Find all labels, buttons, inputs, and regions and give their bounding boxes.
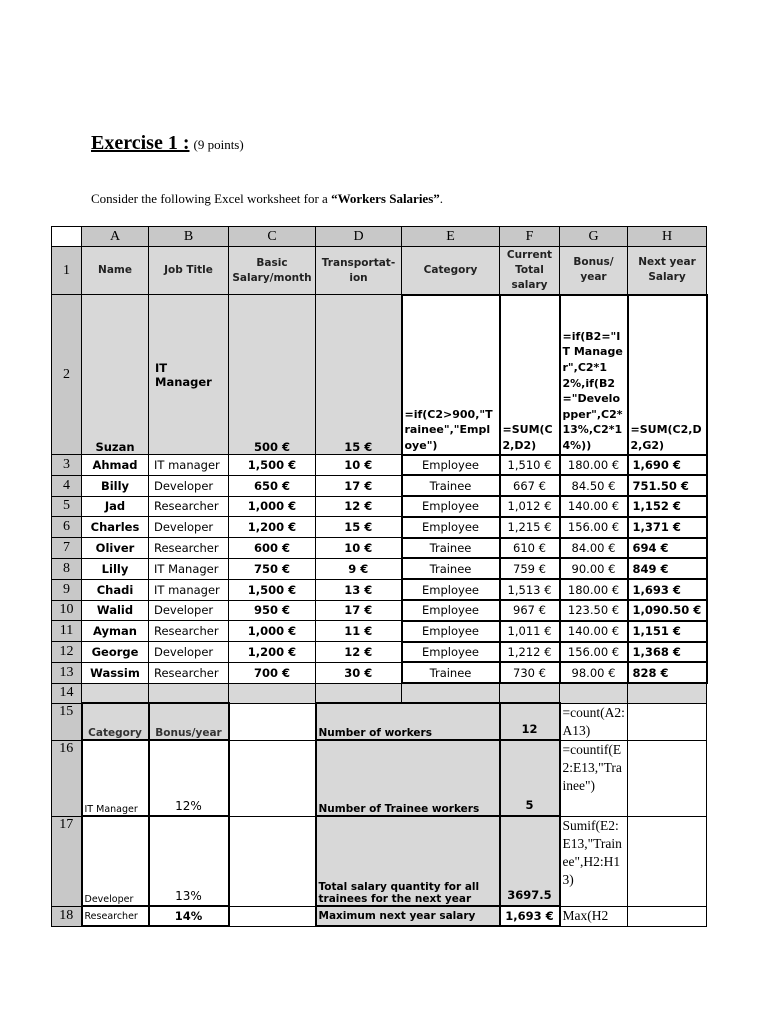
cell-bonus: 140.00 € (560, 496, 628, 517)
empty-cell (628, 816, 707, 906)
cell-category: Trainee (402, 475, 500, 496)
cell-name: Billy (82, 475, 149, 496)
cell-category-it-manager: IT Manager (82, 740, 149, 816)
cell-name: Ayman (82, 621, 149, 642)
cell-transportation: 12 € (316, 642, 402, 663)
col-header: H (628, 227, 707, 247)
cell-category-header: Category (82, 703, 149, 740)
row-number: 1 (52, 247, 82, 295)
header-name: Name (82, 247, 149, 295)
formula-row (52, 295, 707, 455)
label-total-trainee-salary: Total salary quantity for all trainees for the next year (316, 816, 500, 906)
cell-category: Employee (402, 621, 500, 642)
empty-cell (229, 683, 316, 703)
column-header-row (52, 227, 707, 247)
corner-cell (52, 227, 82, 247)
col-header: G (560, 227, 628, 247)
cell-job-title: Researcher (149, 496, 229, 517)
cell-job-title: IT manager (149, 579, 229, 600)
summary-row-18 (52, 906, 707, 926)
table-row (52, 517, 707, 538)
empty-cell (229, 740, 316, 816)
cell-category: Employee (402, 517, 500, 538)
cell-category-researcher: Researcher (82, 906, 149, 926)
cell-next-year-salary: 1,152 € (628, 496, 707, 517)
value-max-salary: 1,693 € (500, 906, 560, 926)
header-current-salary: Current Total salary (500, 247, 560, 295)
cell-basic-salary: 1,000 € (229, 621, 316, 642)
cell-bonus: 123.50 € (560, 600, 628, 621)
header-next-year-salary: Next year Salary (628, 247, 707, 295)
empty-cell (82, 683, 149, 703)
header-transportation: Transportat- ion (316, 247, 402, 295)
col-header: A (82, 227, 149, 247)
empty-cell (628, 703, 707, 740)
row-number: 3 (52, 455, 82, 476)
cell-rate-developer: 13% (149, 816, 229, 906)
cell-name: Oliver (82, 538, 149, 559)
value-number-of-workers: 12 (500, 703, 560, 740)
cell-current-salary: 759 € (500, 558, 560, 579)
cell-name: Jad (82, 496, 149, 517)
cell-current-salary: 1,012 € (500, 496, 560, 517)
cell-job-title: Developer (149, 475, 229, 496)
cell-category: Employee (402, 496, 500, 517)
row-number: 13 (52, 662, 82, 683)
cell-current-salary: 1,513 € (500, 579, 560, 600)
cell-category: Employee (402, 600, 500, 621)
cell-bonus: 84.50 € (560, 475, 628, 496)
label-number-of-workers: Number of workers (316, 703, 500, 740)
cell-category-developer: Developer (82, 816, 149, 906)
row-number: 2 (52, 295, 82, 455)
cell-name: Ahmad (82, 455, 149, 476)
cell-basic-salary: 950 € (229, 600, 316, 621)
row-number: 9 (52, 579, 82, 600)
cell-category: Employee (402, 455, 500, 476)
label-number-of-trainees: Number of Trainee workers (316, 740, 500, 816)
cell-job-title: Developer (149, 642, 229, 663)
header-category: Category (402, 247, 500, 295)
cell-transportation: 13 € (316, 579, 402, 600)
cell-next-year-salary: 1,151 € (628, 621, 707, 642)
cell-next-year-salary: 828 € (628, 662, 707, 683)
cell-category: Employee (402, 642, 500, 663)
empty-cell (628, 740, 707, 816)
exercise-title (91, 132, 244, 155)
cell-category: Trainee (402, 558, 500, 579)
cell-transportation: 15 € (316, 295, 402, 455)
formula-count: =count(A2:A13) (560, 703, 628, 740)
row-number: 12 (52, 642, 82, 663)
empty-cell (628, 683, 707, 703)
exercise-heading: Exercise 1 : (91, 132, 190, 154)
empty-cell (316, 683, 402, 703)
cell-basic-salary: 1,000 € (229, 496, 316, 517)
cell-bonus: 140.00 € (560, 621, 628, 642)
cell-job-title: Researcher (149, 621, 229, 642)
cell-basic-salary: 500 € (229, 295, 316, 455)
cell-current-formula: =SUM(C2,D2) (500, 295, 560, 455)
cell-job-title: IT Manager (149, 558, 229, 579)
cell-transportation: 10 € (316, 455, 402, 476)
cell-category: Trainee (402, 538, 500, 559)
cell-basic-salary: 600 € (229, 538, 316, 559)
row-number: 10 (52, 600, 82, 621)
cell-basic-salary: 750 € (229, 558, 316, 579)
cell-basic-salary: 650 € (229, 475, 316, 496)
header-job-title: Job Title (149, 247, 229, 295)
header-basic-salary: Basic Salary/month (229, 247, 316, 295)
row-number: 15 (52, 703, 82, 740)
table-row (52, 662, 707, 683)
col-header: B (149, 227, 229, 247)
cell-transportation: 12 € (316, 496, 402, 517)
cell-bonus-header: Bonus/year (149, 703, 229, 740)
summary-row-15 (52, 703, 707, 740)
exercise-points: (9 points) (193, 137, 244, 152)
cell-transportation: 17 € (316, 600, 402, 621)
cell-name: Lilly (82, 558, 149, 579)
summary-row-16 (52, 740, 707, 816)
row-number: 8 (52, 558, 82, 579)
empty-cell (229, 703, 316, 740)
cell-transportation: 30 € (316, 662, 402, 683)
cell-basic-salary: 1,200 € (229, 517, 316, 538)
col-header: C (229, 227, 316, 247)
cell-basic-salary: 1,500 € (229, 579, 316, 600)
cell-next-year-salary: 694 € (628, 538, 707, 559)
row-number: 5 (52, 496, 82, 517)
cell-category-formula: =if(C2>900,"Trainee","Employe") (402, 295, 500, 455)
cell-next-year-salary: 1,693 € (628, 579, 707, 600)
cell-next-year-salary: 751.50 € (628, 475, 707, 496)
empty-cell (402, 683, 500, 703)
cell-job-title: IT Manager (149, 295, 229, 455)
cell-current-salary: 1,215 € (500, 517, 560, 538)
cell-name: Charles (82, 517, 149, 538)
cell-name: Walid (82, 600, 149, 621)
cell-next-year-salary: 1,371 € (628, 517, 707, 538)
col-header: E (402, 227, 500, 247)
cell-current-salary: 667 € (500, 475, 560, 496)
cell-rate-researcher: 14% (149, 906, 229, 926)
cell-rate-it-manager: 12% (149, 740, 229, 816)
cell-basic-salary: 1,200 € (229, 642, 316, 663)
intro-text: Consider the following Excel worksheet for a (91, 191, 332, 206)
cell-job-title: Researcher (149, 662, 229, 683)
cell-basic-salary: 700 € (229, 662, 316, 683)
cell-transportation: 9 € (316, 558, 402, 579)
value-number-of-trainees: 5 (500, 740, 560, 816)
cell-bonus: 156.00 € (560, 642, 628, 663)
row-number: 14 (52, 683, 82, 703)
header-row (52, 247, 707, 295)
formula-countif: =countif(E2:E13,"Trainee") (560, 740, 628, 816)
col-header: D (316, 227, 402, 247)
cell-current-salary: 1,510 € (500, 455, 560, 476)
intro-bold: “Workers Salaries” (331, 191, 440, 206)
cell-current-salary: 610 € (500, 538, 560, 559)
worksheet-table (51, 226, 708, 927)
cell-next-formula: =SUM(C2,D2,G2) (628, 295, 707, 455)
cell-job-title: Developer (149, 517, 229, 538)
row-number: 17 (52, 816, 82, 906)
table-row (52, 538, 707, 559)
cell-current-salary: 967 € (500, 600, 560, 621)
cell-next-year-salary: 849 € (628, 558, 707, 579)
cell-category: Employee (402, 579, 500, 600)
label-max-salary: Maximum next year salary (316, 906, 500, 926)
cell-next-year-salary: 1,090.50 € (628, 600, 707, 621)
cell-job-title: IT manager (149, 455, 229, 476)
col-header: F (500, 227, 560, 247)
cell-next-year-salary: 1,690 € (628, 455, 707, 476)
empty-cell (500, 683, 560, 703)
cell-transportation: 15 € (316, 517, 402, 538)
cell-transportation: 11 € (316, 621, 402, 642)
cell-transportation: 10 € (316, 538, 402, 559)
row-number: 6 (52, 517, 82, 538)
empty-cell (149, 683, 229, 703)
empty-cell (229, 816, 316, 906)
cell-name: George (82, 642, 149, 663)
cell-current-salary: 1,011 € (500, 621, 560, 642)
empty-cell (628, 906, 707, 926)
cell-bonus: 84.00 € (560, 538, 628, 559)
data-rows (52, 455, 707, 684)
table-row (52, 600, 707, 621)
formula-sumif: Sumif(E2:E13,"Trainee",H2:H13) (560, 816, 628, 906)
header-bonus: Bonus/ year (560, 247, 628, 295)
cell-transportation: 17 € (316, 475, 402, 496)
cell-name: Chadi (82, 579, 149, 600)
row-number: 7 (52, 538, 82, 559)
cell-name: Suzan (82, 295, 149, 455)
cell-current-salary: 730 € (500, 662, 560, 683)
table-row (52, 496, 707, 517)
cell-bonus: 180.00 € (560, 579, 628, 600)
cell-job-title: Researcher (149, 538, 229, 559)
cell-category: Trainee (402, 662, 500, 683)
empty-cell (560, 683, 628, 703)
cell-bonus-formula: =if(B2="IT Manager",C2*12%,if(B2="Developper",C2*13%,C2*14%)) (560, 295, 628, 455)
table-row (52, 579, 707, 600)
empty-row (52, 683, 707, 703)
table-row (52, 621, 707, 642)
cell-bonus: 180.00 € (560, 455, 628, 476)
empty-cell (229, 906, 316, 926)
table-row (52, 558, 707, 579)
table-row (52, 642, 707, 663)
row-number: 18 (52, 906, 82, 926)
cell-current-salary: 1,212 € (500, 642, 560, 663)
cell-basic-salary: 1,500 € (229, 455, 316, 476)
value-total-trainee-salary: 3697.5 (500, 816, 560, 906)
cell-bonus: 90.00 € (560, 558, 628, 579)
row-number: 11 (52, 621, 82, 642)
row-number: 16 (52, 740, 82, 816)
formula-max: Max(H2 (560, 906, 628, 926)
cell-job-title: Developer (149, 600, 229, 621)
intro-end: . (439, 191, 444, 206)
table-row (52, 455, 707, 476)
cell-name: Wassim (82, 662, 149, 683)
summary-row-17 (52, 816, 707, 906)
cell-bonus: 156.00 € (560, 517, 628, 538)
row-number: 4 (52, 475, 82, 496)
table-row (52, 475, 707, 496)
cell-bonus: 98.00 € (560, 662, 628, 683)
exercise-intro (91, 191, 443, 207)
cell-next-year-salary: 1,368 € (628, 642, 707, 663)
